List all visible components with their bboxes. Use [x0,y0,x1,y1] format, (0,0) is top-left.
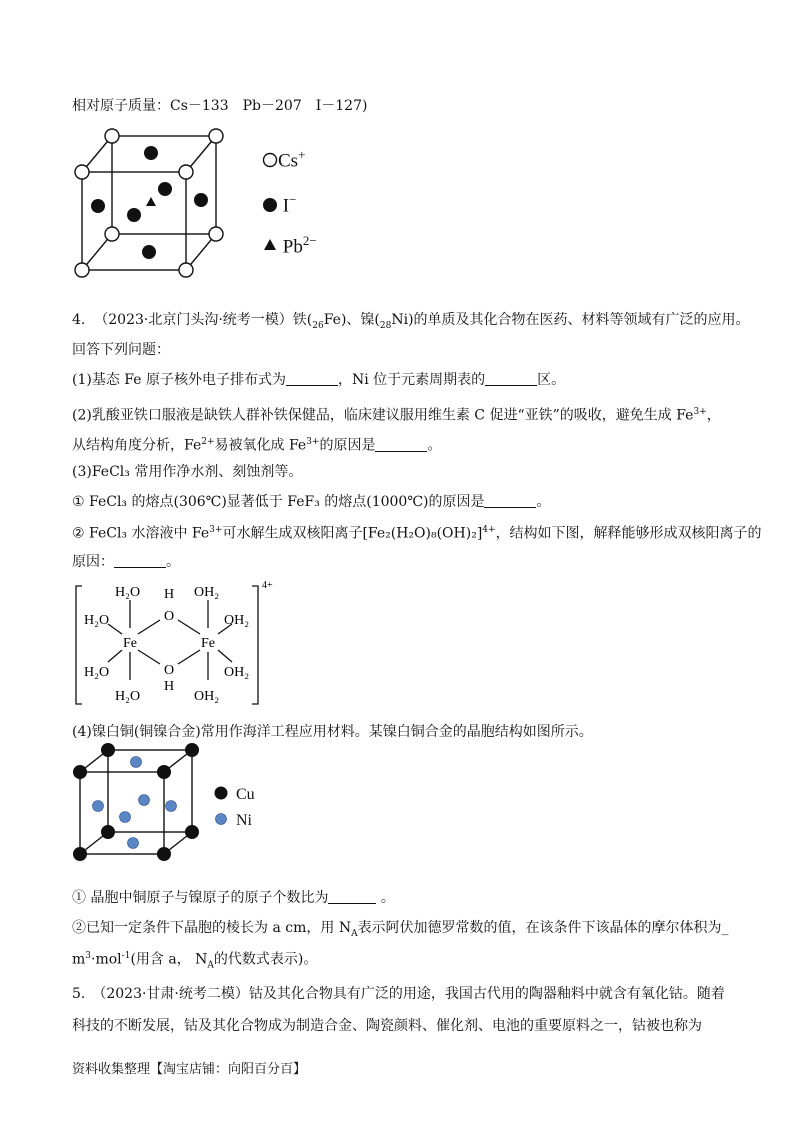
q4-number: 4. [72,312,86,328]
perovskite-cell-diagram [70,126,230,276]
q4-p4-3sup1: 3 [85,951,92,961]
q4-p4-3b: ·mol [91,951,122,968]
pb-legend-icon [262,237,278,253]
legend-ni [214,810,252,832]
bridge-h-top: H [164,587,175,602]
q4-p3-1a: ① FeCl₃ 的熔点(306℃)显著低于 FeF₃ 的熔点(1000℃)的原因是 [72,494,485,510]
bridge-o-top: O [164,609,175,624]
q4-p3-2a: ② FeCl₃ 水溶液中 Fe [72,525,210,542]
cu-atom [73,847,87,861]
answer-blank[interactable] [286,371,338,386]
footer-note: 资料收集整理【淘宝店铺：向阳百分百】 [72,1062,307,1077]
q4-part3-2 [72,520,762,544]
oh2-right-lower: OH₂ [224,665,250,680]
cu-atom [157,765,171,779]
pb-label: Pb [282,236,303,258]
i-atom [144,146,158,160]
q4-p3-2b: 可水解生成双核阳离子[Fe₂(H₂O)₈(OH)₂] [222,525,483,542]
cu-atom [101,825,115,839]
q4-part4: (4)镍白铜(铜镍合金)常用作海洋工程应用材料。某镍白铜合金的晶胞结构如图所示。 [72,724,593,740]
cs-atom [75,165,89,179]
q4-part4-2 [72,918,729,944]
q4-p1-b: ，Ni 位于元素周期表的 [337,372,486,388]
q4-p2b-c: 的原因是 [319,437,376,454]
legend-cu [214,784,255,806]
h2o-bottom-left: H₂O [115,689,141,704]
i-atom [91,199,105,213]
i-atom [127,208,141,222]
q4-source: （2023·北京门头沟·统考一模） [94,312,293,328]
q4-p1-c: 区。 [537,372,566,388]
cupronickel-cell-diagram [72,744,212,874]
cu-atom [157,847,171,861]
cu-atom [101,743,115,757]
ni-atom [166,801,177,812]
legend-i [262,189,296,217]
q4-p2b-a: 从结构角度分析，Fe [72,437,202,454]
q4-p3-2sup2: 4+ [482,525,496,535]
q4-p4-3sub: A [207,960,214,971]
q4-p2b-b: 易被氧化成 Fe [214,437,307,454]
q4-part4-1 [72,888,395,908]
i-atom [142,245,156,259]
pb-atom [146,197,156,206]
q4-intro-c: Ni)的单质及其化合物在医药、材料等领域有广泛的应用。 [391,312,750,328]
cs-atom [105,227,119,241]
answer-blank[interactable] [328,889,376,904]
q4-part2-line1 [72,402,721,426]
i-label: I [282,195,290,217]
ni-atom [128,838,139,849]
q4-p3-2sup: 3+ [209,525,223,535]
cu-label: Cu [236,786,255,803]
cs-atom [209,227,223,241]
ni-legend-icon [214,812,228,826]
h2o-left-upper: H₂O [84,613,110,628]
q4-p2b-d: 。 [427,437,442,454]
ni-atom [120,812,131,823]
fe-right: Fe [201,636,215,651]
atomic-mass-prefix: 相对原子质量： [72,98,170,114]
atomic-mass-line [72,96,367,116]
fe-atomic-number: 26 [312,320,324,331]
answer-blank[interactable] [484,493,536,508]
cu-legend-icon [214,786,228,800]
h2o-top-left: H₂O [115,585,141,600]
oh2-top-right: OH₂ [194,585,220,600]
cs-charge: + [298,147,306,162]
ni-atom [139,795,150,806]
q4-p4-1a: ① 晶胞中铜原子与镍原子的原子个数比为 [72,890,329,906]
cs-atom [209,129,223,143]
q4-intro-b: Fe)、镍( [323,312,380,328]
q4-intro-a: 铁( [292,312,313,328]
i-atom [158,182,172,196]
binuclear-cation-structure [72,580,292,710]
q4-p1-a: (1)基态 Fe 原子核外电子排布式为 [72,372,286,388]
q4-p4-3a: m [72,951,86,968]
cs-atom [105,129,119,143]
answer-blank[interactable] [114,553,166,568]
q4-p4-1b: 。 [376,890,395,906]
atomic-mass-values: Cs－133 Pb－207 I－127) [170,98,368,114]
oh2-bottom-right: OH₂ [194,689,220,704]
q5-line1: 5. （2023·甘肃·统考二模）钴及其化合物具有广泛的用途，我国古代用的陶器釉料中就含有氧化钴。随着 [72,986,725,1002]
q4-p2-a: (2)乳酸亚铁口服液是缺铁人群补铁保健品，临床建议服用维生素 C 促进“亚铁”的吸收，避免生成 Fe [72,407,694,424]
q4-p2b-sup1: 2+ [201,437,215,447]
fe-left: Fe [123,636,137,651]
q4-p4-3sup2: -1 [121,951,131,961]
q4-p4-3d: 的代数式表示)。 [213,951,318,968]
q4-p4-2sub: A [351,928,358,939]
q4-p2-d: ， [706,407,721,424]
cs-atom [179,263,193,277]
q4-intro [72,310,750,336]
bridge-h-bottom: H [164,679,175,694]
q4-p4-3c: (用含 a， N [130,951,208,968]
cs-atom [75,263,89,277]
cation-charge: 4+ [262,580,273,591]
ni-atom [93,801,104,812]
q4-part3-1 [72,492,550,512]
q4-part3: (3)FeCl₃ 常用作净水剂、刻蚀剂等。 [72,464,303,480]
answer-blank[interactable] [375,437,427,452]
q4-p3-1b: 。 [536,494,551,510]
answer-blank[interactable] [485,371,537,386]
q5-line2: 科技的不断发展，钴及其化合物成为制造合金、陶瓷颜料、催化剂、电池的重要原料之一，钴被也称为 [72,1018,702,1034]
q4-p4-2b: 表示阿伏加德罗常数的值，在该条件下该晶体的摩尔体积为_ [357,920,729,936]
legend-pb [262,230,317,258]
i-atom [194,193,208,207]
i-legend-icon [262,197,278,213]
cu-atom [185,743,199,757]
q4-part1 [72,370,565,390]
oh2-right-upper: OH₂ [224,613,250,628]
q4-p4-2a: ②已知一定条件下晶胞的棱长为 a cm，用 N [72,920,352,936]
q4-prompt: 回答下列问题： [72,342,170,358]
q4-p2b-sup2: 3+ [306,437,320,447]
cs-legend-icon [262,152,278,168]
legend-cs [262,144,305,172]
h2o-left-lower: H₂O [84,665,110,680]
cu-atom [185,825,199,839]
i-charge: − [289,192,297,207]
ni-label: Ni [236,812,252,829]
q4-part4-3 [72,946,317,975]
ni-atom [131,757,142,768]
pb-charge: 2− [302,233,317,248]
ni-atomic-number: 28 [379,320,392,331]
cs-atom [179,165,193,179]
q4-p2-sup: 3+ [693,407,707,417]
cu-atom [73,765,87,779]
q4-part2-line2 [72,432,441,456]
cs-label: Cs [278,150,299,172]
q4-part3-3 [72,552,180,572]
q4-p3-3b: 。 [166,554,180,570]
q4-p3-2c: ，结构如下图，解释能够形成双核阳离子的 [495,525,762,542]
q4-p3-3a: 原因： [72,554,114,570]
bridge-o-bottom: O [164,663,175,678]
